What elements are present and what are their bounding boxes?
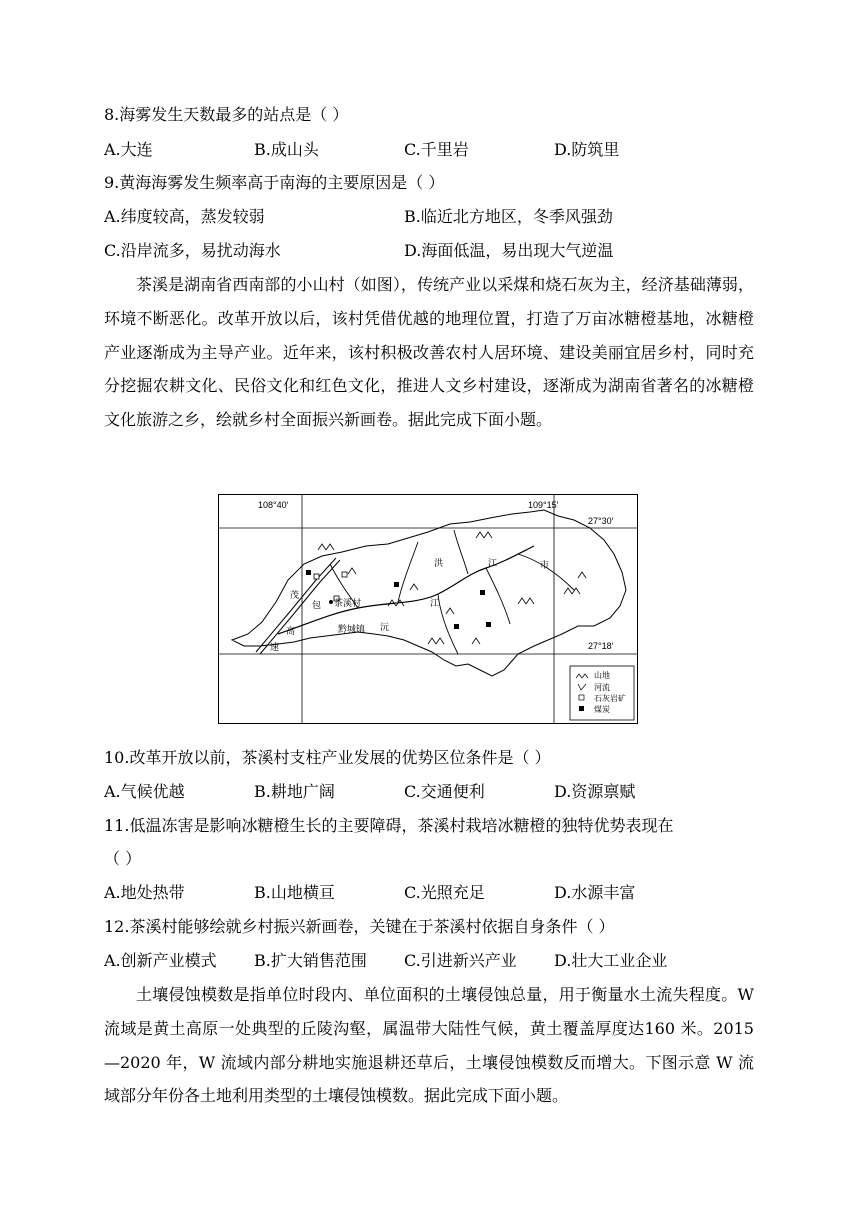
chaxi-marker [329, 600, 333, 604]
q11-option-a: A.地处热带 [104, 883, 185, 902]
q12-option-a: A.创新产业模式 [104, 951, 217, 970]
question-9-stem: 9.黄海海雾发生频率高于南海的主要原因是（ ） [104, 173, 445, 192]
label-yuan: 沅 [380, 623, 390, 633]
q10-option-c: C.交通便利 [404, 782, 485, 801]
label-gao: 高 [286, 627, 296, 637]
q10-option-d: D.资源禀赋 [554, 782, 636, 801]
lon-label-west: 108°40′ [258, 500, 289, 510]
q10-option-b: B.耕地广阔 [254, 782, 335, 801]
label-shi: 市 [540, 561, 550, 571]
q9-option-a: A.纬度较高，蒸发较弱 [104, 207, 265, 226]
label-qiancheng: 黔城镇 [338, 625, 366, 635]
q12-option-d: D.壮大工业企业 [554, 951, 668, 970]
label-chaxi: 茶溪村 [334, 599, 362, 609]
label-mao: 茂 [290, 591, 300, 601]
q8-option-a: A.大连 [104, 140, 153, 159]
q12-option-c: C.引进新兴产业 [404, 951, 517, 970]
q12-option-b: B.扩大销售范围 [254, 951, 367, 970]
legend-coal: 煤炭 [594, 705, 610, 714]
lon-label-east: 109°15′ [528, 500, 559, 510]
q11-option-b: B.山地横亘 [254, 883, 335, 902]
q8-option-b: B.成山头 [254, 140, 319, 159]
question-12-stem: 12.茶溪村能够绘就乡村振兴新画卷，关键在于茶溪村依据自身条件（ ） [104, 917, 615, 936]
lat-label-south: 27°18′ [588, 641, 614, 651]
label-su: 速 [270, 643, 280, 653]
q10-option-a: A.气候优越 [104, 782, 185, 801]
legend-limestone: 石灰岩矿 [594, 694, 626, 703]
label-jiang1: 江 [488, 559, 498, 569]
label-hong: 洪 [434, 559, 444, 569]
label-bao: 包 [312, 601, 322, 611]
q9-option-c: C.沿岸流多，易扰动海水 [104, 241, 281, 260]
q11-option-d: D.水源丰富 [554, 883, 636, 902]
q8-option-d: D.防筑里 [554, 140, 620, 159]
q9-option-b: B.临近北方地区，冬季风强劲 [404, 207, 613, 226]
question-10-stem: 10.改革开放以前，茶溪村支柱产业发展的优势区位条件是（ ） [104, 748, 551, 767]
map-legend [570, 666, 634, 720]
legend-mountain: 山地 [594, 671, 610, 680]
question-11-stem-paren: （ ） [104, 849, 142, 868]
q9-option-d: D.海面低温，易出现大气逆温 [404, 241, 614, 260]
lat-label-north: 27°30′ [588, 516, 614, 526]
legend-limestone-icon [579, 695, 584, 700]
legend-coal-icon [579, 706, 584, 711]
q11-option-c: C.光照充足 [404, 883, 485, 902]
chaxi-location-map [218, 494, 638, 724]
label-jiang2: 江 [430, 599, 440, 609]
question-11-stem: 11.低温冻害是影响冰糖橙生长的主要障碍，茶溪村栽培冰糖橙的独特优势表现在 [104, 816, 674, 835]
passage-chaxi: 茶溪是湖南省西南部的小山村（如图），传统产业以采煤和烧石灰为主，经济基础薄弱，环境不断恶化。改革开放以后，该村凭借优越的地理位置，打造了万亩冰糖橙基地，冰糖橙产业逐渐成为主导产业。近年来，该村积极改善农村人居环境、建设美丽宜居乡村，同时充分挖掘农耕文化、民俗文化和红色文化，推进人文乡村建设，逐渐成为湖南省著名的冰糖橙文化旅游之乡，绘就乡村全面振兴新画卷。据此完成下面小题。 [104, 275, 754, 430]
legend-river: 河流 [594, 683, 610, 692]
question-8-stem: 8.海雾发生天数最多的站点是（ ） [104, 105, 349, 124]
q8-option-c: C.千里岩 [404, 140, 469, 159]
passage-soil-erosion: 土壤侵蚀模数是指单位时段内、单位面积的土壤侵蚀总量，用于衡量水土流失程度。W 流域是黄土高原一处典型的丘陵沟壑，属温带大陆性气候，黄土覆盖厚度达160 米。2015—2020 年，W 流域内部分耕地实施退耕还草后，土壤侵蚀模数反而增大。下图示意 W 流域部分年份各土地利用类型的土壤侵蚀模数。据此完成下面小题。 [104, 985, 754, 1106]
